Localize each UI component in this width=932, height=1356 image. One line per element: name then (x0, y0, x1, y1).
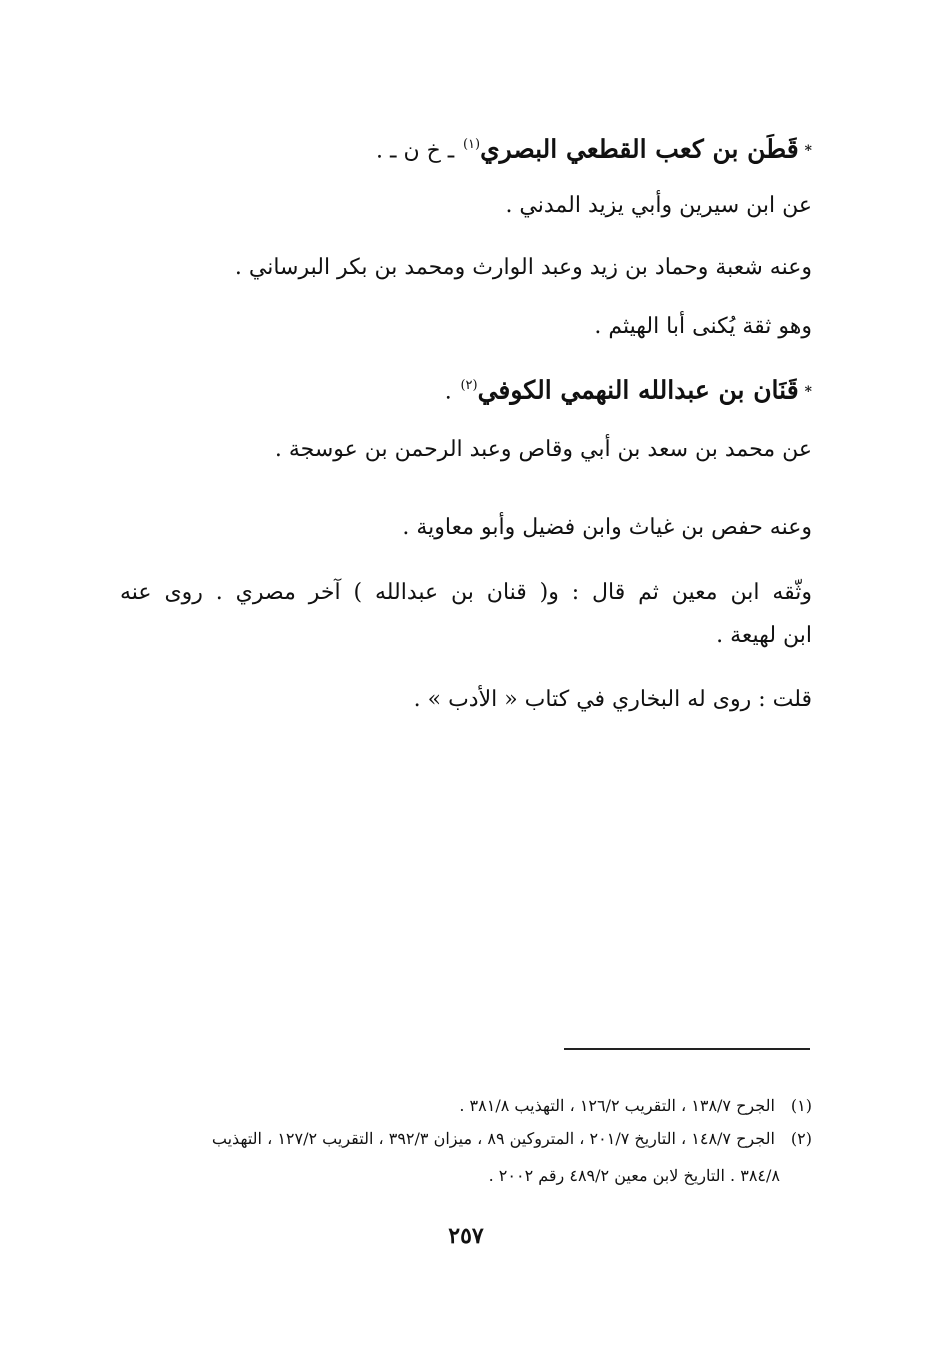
footnote-line: ٣٨٤/٨ . التاريخ لابن معين ٤٨٩/٢ رقم ٢٠٠٢ . (488, 1166, 780, 1185)
footnote-reference: (٢) (460, 378, 478, 393)
entry-text-line: عن ابن سيرين وأبي يزيد المدني . (505, 193, 812, 218)
entry-suffix: ـ خ ن ـ . (376, 138, 455, 164)
footnote-line (132, 1092, 812, 1120)
entry-text-line: وعنه حفص بن غياث وابن فضيل وأبو معاوية . (402, 515, 812, 540)
page-number: ٢٥٧ (448, 1223, 484, 1249)
entry-name: قَطَن بن كعب القطعي البصري (480, 134, 799, 164)
entry-text-line: وعنه شعبة وحماد بن زيد وعبد الوارث ومحمد بن بكر البرساني . (234, 255, 812, 280)
entry-text-line: وثّقه ابن معين ثم قال : و( قنان بن عبدالله ) آخر مصري . روى عنه (120, 580, 812, 605)
entry-marker: * (804, 142, 812, 159)
entry-text-line: ابن لهيعة . (716, 623, 812, 648)
footnote-number: (١) (790, 1096, 812, 1115)
footnote-text: الجرح ١٣٨/٧ ، التقريب ١٢٦/٢ ، التهذيب ٣٨١/٨ . (459, 1096, 775, 1115)
footnote-line (120, 1125, 812, 1153)
entry-suffix: . (444, 379, 452, 405)
entry-name: قَنَان بن عبدالله النهمي الكوفي (477, 375, 799, 405)
footnote-reference: (١) (462, 137, 481, 152)
entry-text-line: قلت : روى له البخاري في كتاب « الأدب » . (413, 687, 812, 712)
footnote-text: الجرح ١٤٨/٧ ، التاريخ ٢٠١/٧ ، المتروكين ٨٩ ، ميزان ٣٩٢/٣ ، التقريب ١٢٧/٢ ، التهذيب (211, 1129, 775, 1148)
entry-marker: * (804, 383, 812, 400)
entry-text-line: عن محمد بن سعد بن أبي وقاص وعبد الرحمن بن عوسجة . (274, 437, 812, 462)
entry-heading (132, 128, 812, 168)
footnote-divider (564, 1048, 810, 1050)
entry-text-line: وهو ثقة يُكنى أبا الهيثم . (594, 314, 812, 339)
entry-heading (132, 369, 812, 409)
footnote-number: (٢) (790, 1129, 812, 1148)
